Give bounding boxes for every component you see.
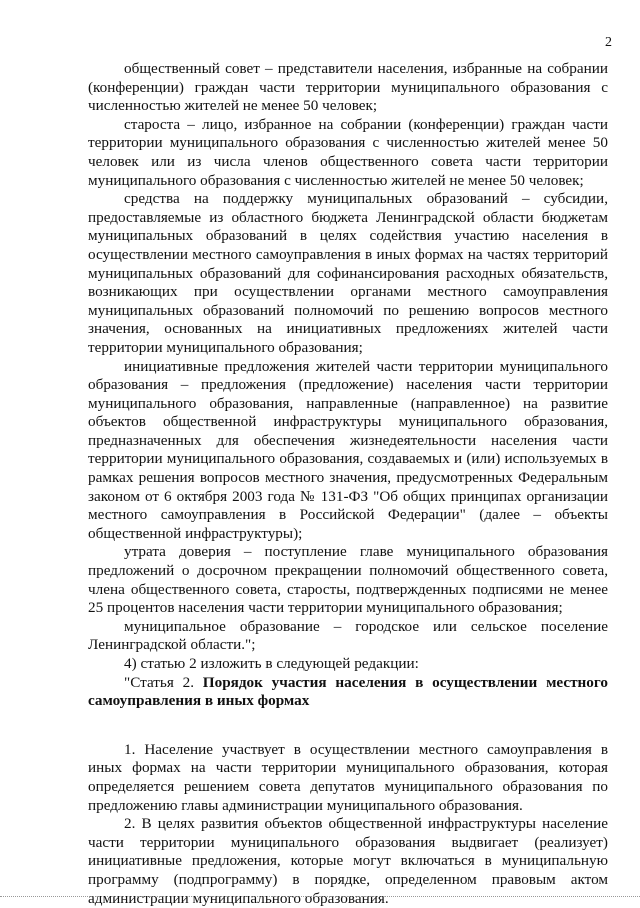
paragraph-municipality: муниципальное образование – городское или сельское поселение Ленинградской области."; [88,617,608,654]
document-body [88,60,608,908]
spacer [88,711,608,741]
paragraph-loss-of-trust: утрата доверия – поступление главе муниципального образования предложений о досрочном прекращении полномочий общественного совета, члена общественного совета, старосты, подтвержденных подписями не менее 25 процентов населения части территории муниципального образования; [88,543,608,617]
paragraph-public-council: общественный совет – представители населения, избранные на собрании (конференции) граждан части территории муниципального образования с численностью жителей не менее 50 человек; [88,60,608,115]
paragraph-headman: староста – лицо, избранное на собрании (конференции) граждан части территории муниципального образования с численностью жителей менее 50 человек или из числа членов общественного совета части территории муниципального образования с численностью жителей не менее 50 человек; [88,115,608,189]
article-title: Порядок участия населения в осуществлении местного самоуправления в иных формах [88,673,608,710]
paragraph-initiative-proposals: инициативные предложения жителей части территории муниципального образования – предложения (предложение) населения части территории муниципального образования, направленные (направленное) на развитие объектов общественной инфраструктуры муниципального образования, предназначенных для обеспечения жизнедеятельности населения части территории муниципального образования, создаваемых и (или) используемых в рамках решения вопросов местного значения, предусмотренных Федеральным законом от 6 октября 2003 года № 131-ФЗ "Об общих принципах организации местного самоуправления в Российской Федерации" (далее – объекты общественной инфраструктуры); [88,357,608,542]
article-item-1: 1. Население участвует в осуществлении местного самоуправления в иных формах на части территории муниципального образования, которая определяется решением совета депутатов муниципального образования по предложению главы администрации муниципального образования. [88,740,608,814]
page-number: 2 [605,35,612,50]
paragraph-support-funds: средства на поддержку муниципальных образований – субсидии, предоставляемые из областного бюджета Ленинградской области бюджетам муниципальных образований в целях содействия участию населения в осуществлении местного самоуправления в иных формах на частях территорий муниципальных образований для софинансирования расходных обязательств, возникающих при осуществлении органами местного самоуправления муниципальных образований полномочий по решению вопросов местного значения, основанных на инициативных предложениях жителей части территории муниципального образования; [88,190,608,356]
article-prefix: "Статья 2. [124,673,203,691]
article-item-2: 2. В целях развития объектов общественной инфраструктуры население части территории муниципального образования выдвигает (реализует) инициативные предложения, которые могут включаться в муниципальную программу (подпрограмму) в порядке, определенном правовым актом администрации муниципального образования. [88,815,608,907]
article-heading [88,674,608,711]
paragraph-amendment: 4) статью 2 изложить в следующей редакции: [124,655,419,672]
